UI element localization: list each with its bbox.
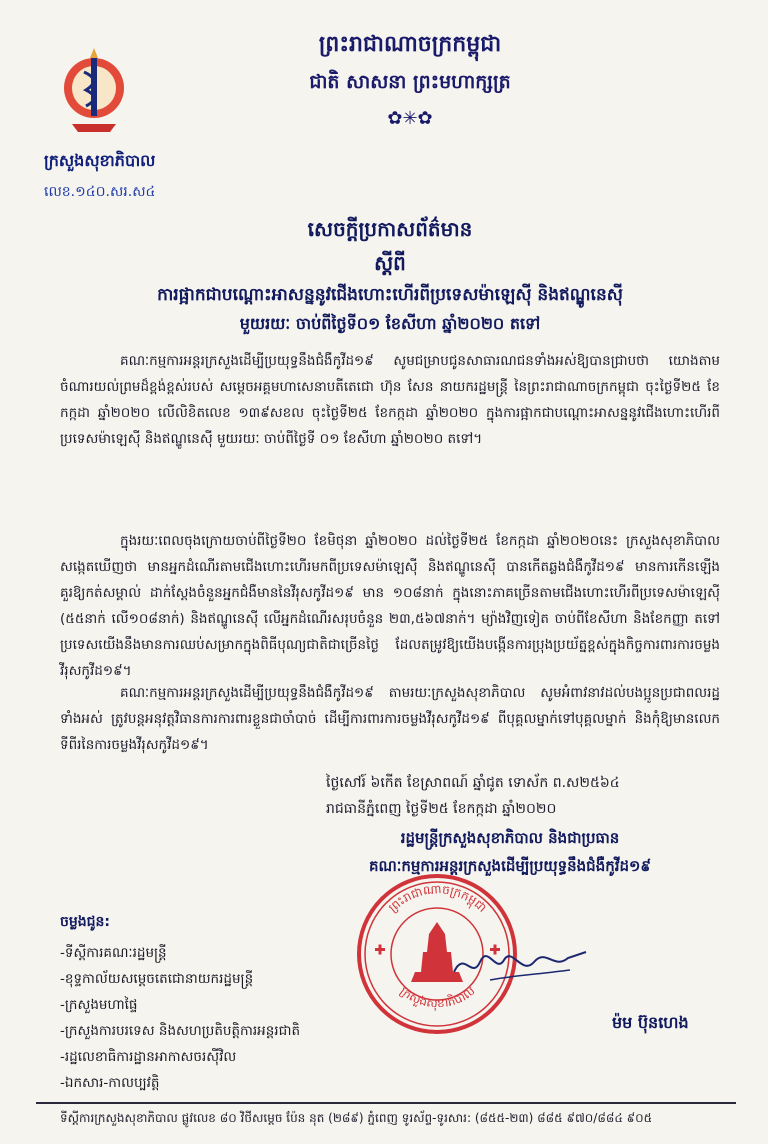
stamp-outer-text: ព្រះរាជាណាចក្រកម្ពុជា (385, 882, 490, 915)
date-block (326, 770, 746, 822)
national-motto: ជាតិ សាសនា ព្រះមហាក្សត្រ (309, 71, 511, 93)
cc-item: -ទីស្តីការគណៈរដ្ឋមន្ត្រី (60, 945, 167, 961)
signatory-line-1: រដ្ឋមន្ត្រីក្រសួងសុខាភិបាល និងជាប្រធាន (400, 829, 620, 847)
footer-address: ទីស្តីការក្រសួងសុខាភិបាល ផ្លូវលេខ ៨០ វិថីសម្តេច ប៉ែន នុត (២៨៩) ភ្នំពេញ ទូរស័ព្ទ-ទូរសារ: (៨៥៥-២៣) ៨៨៥ ៩៧០/៨៨៤ ៩០៥ (60, 1111, 653, 1125)
title-line-4: មួយរយៈ ចាប់ពីថ្ងៃទី០១ ខែសីហា ឆ្នាំ២០២០ តទៅ (239, 314, 541, 333)
reference-number: លេខ.១៤០.សរ.ស៤ (44, 184, 156, 200)
cc-heading: ចម្លងជូន: (60, 914, 111, 930)
title-line-2: ស្តីពី (374, 251, 406, 275)
paragraph-1: គណៈកម្មការអន្តរក្រសួងដើម្បីប្រយុទ្ធនឹងជំងឺកូវីដ១៩ សូមជម្រាបជូនសាធារណជនទាំងអស់ឱ្យបានជ្រាបថា យោងតាមចំណារយល់ព្រមដ៏ខ្ពង់ខ្ពស់របស់ សម្តេចអគ្គមហាសេនាបតីតេជោ ហ៊ុន សែន នាយករដ្ឋមន្ត្រី នៃព្រះរាជាណាចក្រកម្ពុជា ចុះថ្ងៃទី២៥ ខែកក្កដា ឆ្នាំ២០២០ លើលិខិតលេខ ១៣៩សខល ចុះថ្ងៃទី២៥ ខែកក្កដា ឆ្នាំ២០២០ ក្នុងការផ្អាកជាបណ្តោះអាសន្ននូវជើងហោះហើរពីប្រទេសម៉ាឡេស៊ី និងឥណ្ឌូនេស៊ី មួយរយៈ ចាប់ពីថ្ងៃទី ០១ ខែសីហា ឆ្នាំ២០២០ តទៅ។ (60, 353, 720, 447)
stamp-inner-text: ក្រសួងសុខាភិបាល (397, 983, 478, 1011)
ministry-emblem-icon (54, 40, 134, 140)
cc-item: -ក្រសួងការបរទេស និងសហប្រតិបត្តិការអន្តរជាតិ (60, 1023, 301, 1039)
handwritten-signature-icon (450, 940, 590, 990)
footer-divider (36, 1102, 736, 1104)
cc-item: -ឯកសារ-កាលប្បវត្តិ (60, 1075, 160, 1091)
title-line-1: សេចក្តីប្រកាសព័ត៌មាន (307, 217, 473, 241)
solar-date: រាជធានីភ្នំពេញ ថ្ងៃទី២៥ ខែកក្កដា ឆ្នាំ២០២០ (326, 801, 557, 817)
cc-item: -ខុទ្ទកាល័យសម្តេចតេជោនាយករដ្ឋមន្ត្រី (60, 971, 254, 987)
title-block (60, 212, 720, 341)
signer-name: ម៉ម ប៊ុនហេង (612, 1013, 689, 1032)
paragraph-2: ក្នុងរយៈពេលចុងក្រោយចាប់ពីថ្ងៃទី២០ ខែមិថុនា ឆ្នាំ២០២០ ដល់ថ្ងៃទី២៥ ខែកក្កដា ឆ្នាំ២០២០នេះ ក្រសួងសុខាភិបាល សង្កេតឃើញថា មានអ្នកដំណើរតាមជើងហោះហើរមកពីប្រទេសម៉ាឡេស៊ី និងឥណ្ឌូនេស៊ី បានកើតឆ្លងជំងឺកូវីដ១៩ មានការកើនឡើងគួរឱ្យកត់សម្គាល់ ដាក់ស្តែងចំនួនអ្នកជំងឺមាននៃវីរុសកូវីដ១៩ មាន ១០៨នាក់ ក្នុងនោះភាគច្រើនតាមជើងហោះហើរពីប្រទេសម៉ាឡេស៊ី (៥៥នាក់ លើ១០៨នាក់) និងឥណ្ឌូនេស៊ី លើអ្នកដំណើរសរុបចំនួន ២៣,៥៦៧នាក់។ ម្យ៉ាងវិញទៀត ចាប់ពីខែសីហា និងខែកញ្ញា តទៅ ប្រទេសយើងនឹងមានការឈប់សម្រាកក្នុងពិធីបុណ្យជាតិជាច្រើនថ្ងៃ ដែលតម្រូវឱ្យយើងបង្កើនការប្រុងប្រយ័ត្នខ្ពស់ក្នុងកិច្ចការពារការចម្លងវីរុសកូវីដ១៩។ (60, 533, 720, 679)
title-line-3: ការផ្អាកជាបណ្តោះអាសន្ននូវជើងហោះហើរពីប្រទេសម៉ាឡេស៊ី និងឥណ្ឌូនេស៊ី (157, 285, 623, 305)
lunar-date: ថ្ងៃសៅរ៍ ៦កើត ខែស្រាពណ៍ ឆ្នាំជូត ទោស័ក ព.ស២៥៦៤ (326, 775, 620, 791)
kingdom-heading: ព្រះរាជាណាចក្រកម្ពុជា (318, 31, 502, 57)
cc-item: -រដ្ឋលេខាធិការដ្ឋានអាកាសចរស៊ីវិល (60, 1049, 237, 1065)
ornament-divider: ✿✳✿ (387, 108, 433, 129)
paragraph-3: គណៈកម្មការអន្តរក្រសួងដើម្បីប្រយុទ្ធនឹងជំងឺកូវីដ១៩ តាមរយៈក្រសួងសុខាភិបាល សូមអំពាវនាវដល់បងប្អូនប្រជាពលរដ្ឋទាំងអស់ ត្រូវបន្តអនុវត្តវិធានការការពារខ្លួនជាចាំបាច់ ដើម្បីការពារការចម្លងវីរុសកូវីដ១៩ ពីបុគ្គលម្នាក់ទៅបុគ្គលម្នាក់ និងកុំឱ្យមានលេកទីពីរនៃការចម្លងវីរុសកូវីដ១៩។ (60, 685, 720, 753)
cc-item: -ក្រសួងមហាផ្ទៃ (60, 997, 138, 1013)
ministry-name: ក្រសួងសុខាភិបាល (44, 151, 156, 170)
cc-list (60, 940, 300, 1096)
signatory-line-2: គណៈកម្មការអន្តរក្រសួងដើម្បីប្រយុទ្ធនឹងជំងឺកូវីដ១៩ (368, 857, 652, 875)
